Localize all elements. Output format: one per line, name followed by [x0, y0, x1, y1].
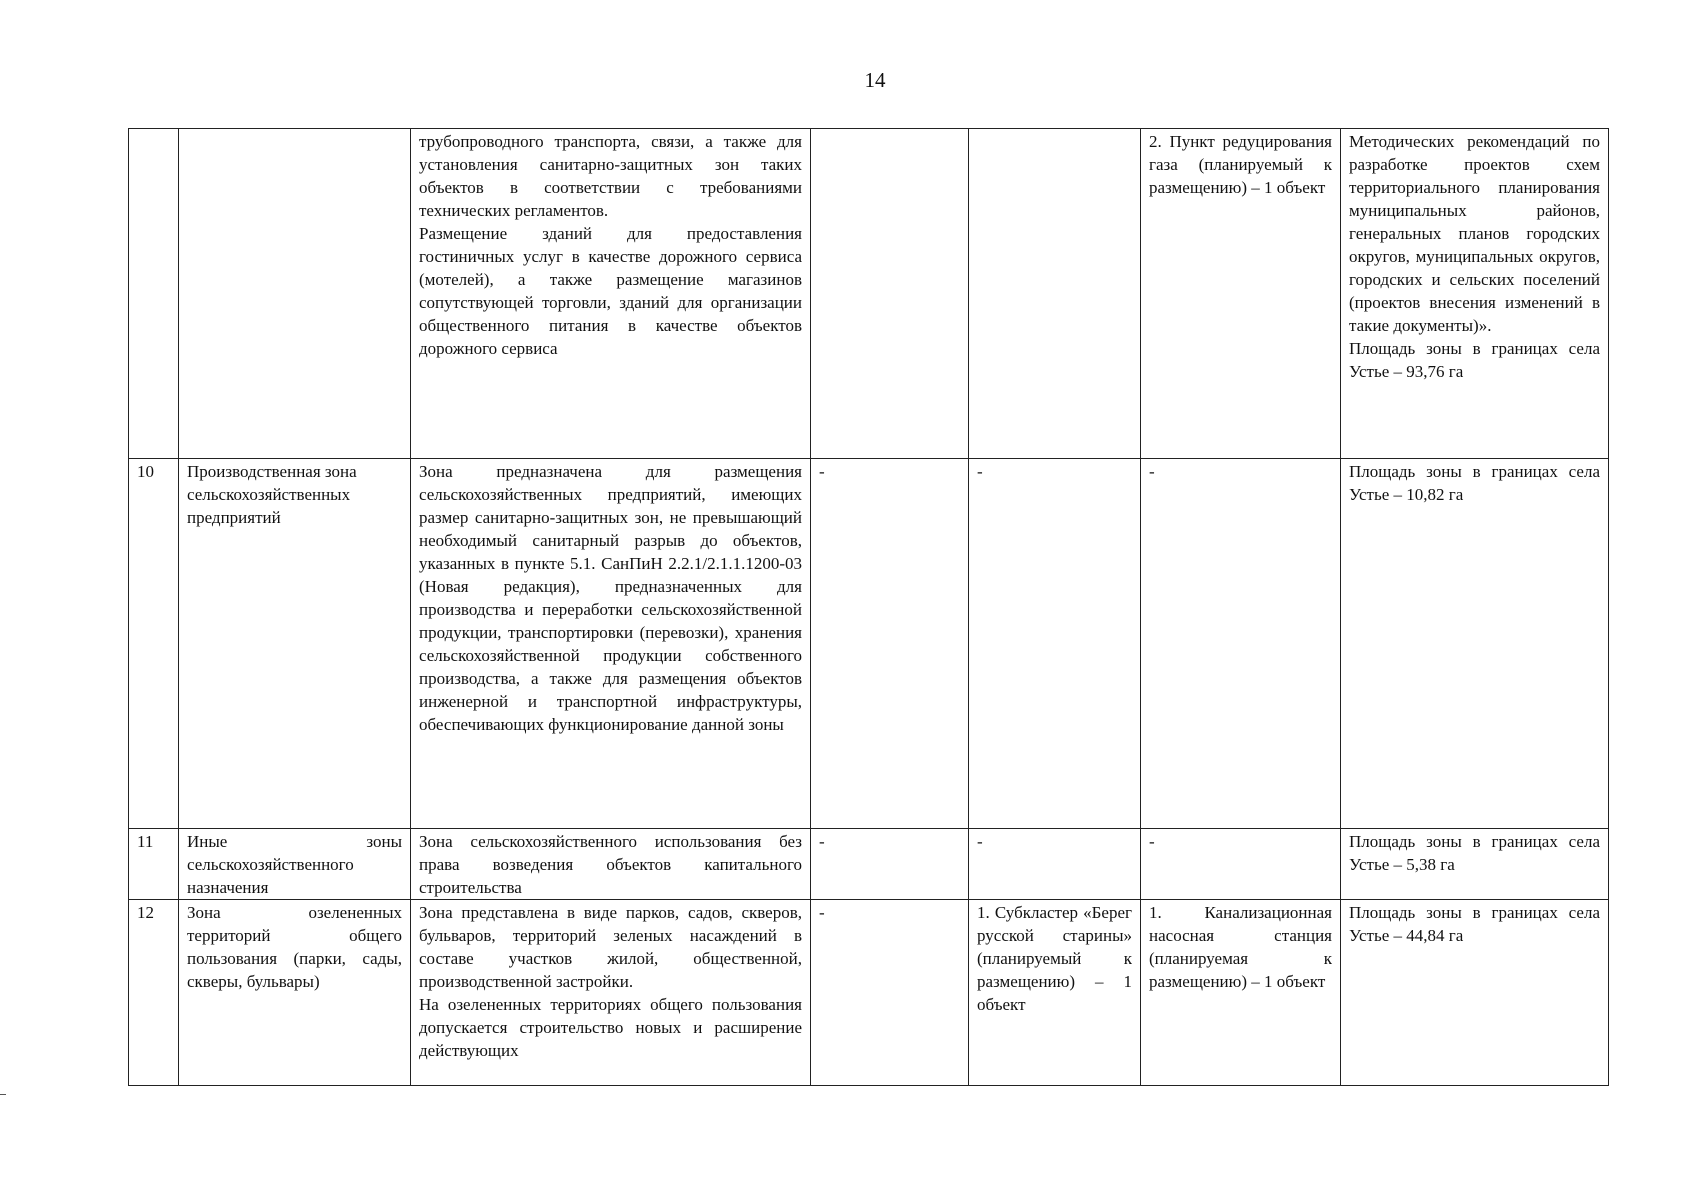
zone-description	[411, 900, 811, 1086]
cell-col5: -	[969, 459, 1141, 829]
zone-name	[179, 129, 411, 459]
zone-name: Производственная зона сельскохозяйственных предприятий	[179, 459, 411, 829]
table-row	[129, 459, 1609, 829]
description-paragraph: Зона предназначена для размещения сельскохозяйственных предприятий, имеющих размер санитарно-защитных зон, не превышающий необходимый санитарный разрыв до объектов, указанных в пункте 5.1. СанПиН 2.2.1/2.1.1.1200-03 (Новая редакция), предназначенных для производства и переработки сельскохозяйственной продукции, транспортировки (перевозки), хранения сельскохозяйственной продукции собственного производства, а также для размещения объектов инженерной и транспортной инфраструктуры, обеспечивающих функционирование данной зоны	[419, 462, 802, 734]
table-row	[129, 129, 1609, 459]
zones-table	[128, 128, 1609, 1086]
row-number	[129, 129, 179, 459]
description-paragraph: трубопроводного транспорта, связи, а также для установления санитарно-защитных зон таких объектов в соответствии с требованиями технических регламентов.	[419, 132, 802, 220]
cell-col5	[969, 129, 1141, 459]
zone-name: Зона озелененных территорий общего пользования (парки, сады, скверы, бульвары)	[179, 900, 411, 1086]
zone-description	[411, 459, 811, 829]
cell-col6: 1. Канализационная насосная станция (планируемая к размещению) – 1 объект	[1141, 900, 1341, 1086]
table-row	[129, 900, 1609, 1086]
description-paragraph: Зона сельскохозяйственного использования без права возведения объектов капитального строительства	[419, 832, 802, 897]
notes-paragraph: Методических рекомендаций по разработке проектов схем территориального планирования муниципальных районов, генеральных планов городских округов, муниципальных округов, городских и сельских поселений (проектов внесения изменений в такие документы)».	[1349, 132, 1600, 335]
row-number: 11	[129, 829, 179, 900]
cell-col4: -	[811, 900, 969, 1086]
cell-col6: -	[1141, 459, 1341, 829]
cell-col4: -	[811, 459, 969, 829]
row-number: 12	[129, 900, 179, 1086]
cell-col6: -	[1141, 829, 1341, 900]
description-paragraph: Размещение зданий для предоставления гостиничных услуг в качестве дорожного сервиса (мотелей), а также размещение магазинов сопутствующей торговли, зданий для организации общественного питания в качестве объектов дорожного сервиса	[419, 224, 802, 358]
notes-paragraph: Площадь зоны в границах села Устье – 10,82 га	[1349, 462, 1600, 504]
description-paragraph: Зона представлена в виде парков, садов, скверов, бульваров, территорий зеленых насаждений в составе участков жилой, общественной, производственной застройки.	[419, 903, 802, 991]
cell-col5: -	[969, 829, 1141, 900]
cell-col6: 2. Пункт редуцирования газа (планируемый к размещению) – 1 объект	[1141, 129, 1341, 459]
cell-col4	[811, 129, 969, 459]
page-number: 14	[864, 68, 886, 92]
table-row	[129, 829, 1609, 900]
cell-col4: -	[811, 829, 969, 900]
notes-paragraph: Площадь зоны в границах села Устье – 5,38 га	[1349, 832, 1600, 874]
notes-paragraph: Площадь зоны в границах села Устье – 44,84 га	[1349, 903, 1600, 945]
description-paragraph: На озелененных территориях общего пользования допускается строительство новых и расширение действующих	[419, 995, 802, 1060]
zone-notes	[1341, 129, 1609, 459]
zone-notes	[1341, 829, 1609, 900]
scan-margin-mark	[0, 1094, 6, 1095]
zone-description	[411, 829, 811, 900]
notes-paragraph: Площадь зоны в границах села Устье – 93,76 га	[1349, 339, 1600, 381]
row-number: 10	[129, 459, 179, 829]
zone-description	[411, 129, 811, 459]
zone-notes	[1341, 459, 1609, 829]
cell-col5: 1. Субкластер «Берег русской старины» (планируемый к размещению) – 1 объект	[969, 900, 1141, 1086]
zone-name: Иные зоны сельскохозяйственного назначения	[179, 829, 411, 900]
zone-notes	[1341, 900, 1609, 1086]
